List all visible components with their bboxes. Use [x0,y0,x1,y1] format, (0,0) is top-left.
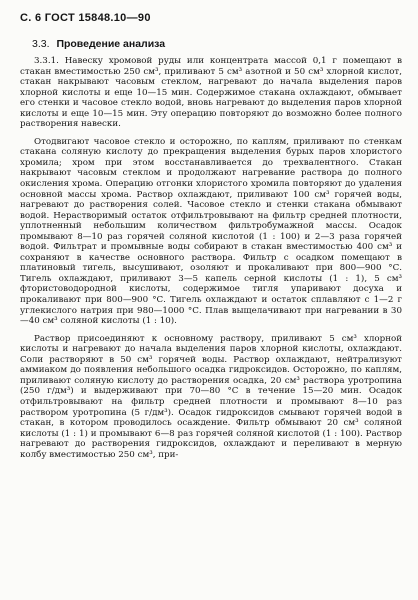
section-title: Проведение анализа [56,38,166,50]
page-header: С. 6 ГОСТ 15848.10—90 [20,12,151,24]
paragraph-chromyl-removal: Отодвигают часовое стекло и осторожно, по каплям, приливают по стенкам стакана соляную кислоту до прекращения выделения бурых паров хлористого хромила; хром при этом восстанавливается до трехвалентного. Стакан накрывают часовым стеклом и продолжают нагревание раствора до полного окисления хрома. Операцию отгонки хлористого хромила повторяют до удаления основной массы хрома. Раствор охлаждают, приливают 100 см³ горячей воды, нагревают до растворения солей. Часовое стекло и стенки стакана обмывают водой. Нерастворимый остаток отфильтровывают на фильтр средней плотности, уплотненный небольшим количеством фильтробумажной массы. Осадок промывают 8—10 раз горячей соляной кислотой (1 : 100) и 2—3 раза горячей водой. Фильтрат и промывные воды собирают в стакан вместимостью 400 см³ и сохраняют в качестве основного раствора. Фильтр с осадком помещают в платиновый тигель, высушивают, озоляют и прокаливают при 800—900 °С. Тигель охлаждают, приливают 3—5 капель серной кислоты (1 : 1), 5 см³ фтористоводородной кислоты, содержимое тигля упаривают досуха и прокаливают при 800—900 °С. Тигель охлаждают и остаток сплавляют с 1—2 г углекислого натрия при 980—1000 °С. Плав выщелачивают при нагревании в 30—40 см³ соляной кислоты (1 : 10). [20,136,402,327]
section-number: 3.3. [32,38,50,50]
paragraph-hydroxide-precipitation: Раствор присоединяют к основному раствору, приливают 5 см³ хлорной кислоты и нагревают до начала выделения паров хлорной кислоты, охлаждают. Соли растворяют в 50 см³ горячей воды. Раствор охлаждают, нейтрализуют аммиаком до появления небольшого осадка гидроксидов. Осторожно, по каплям, приливают соляную кислоту до растворения осадка, 20 см³ раствора уротропина (250 г/дм³) и выдерживают при 70—80 °С в течение 15—20 мин. Осадок отфильтровывают на фильтр средней плотности и промывают 8—10 раз раствором уротропина (5 г/дм³). Осадок гидроксидов смывают горячей водой в стакан, в котором проводилось осаждение. Фильтр обмывают 20 см³ соляной кислоты (1 : 1) и промывают 6—8 раз горячей соляной кислотой (1 : 100). Раствор нагревают до растворения гидроксидов, охлаждают и переливают в мерную колбу вместимостью 250 см³, при- [20,333,402,460]
paragraph-3-3-1: 3.3.1. Навеску хромовой руды или концентрата массой 0,1 г помещают в стакан вместимостью 250 см³, приливают 5 см³ азотной и 50 см³ хлорной кислот, стакан накрывают часовым стеклом, нагревают до начала выделения паров хлорной кислоты и еще 10—15 мин. Содержимое стакана охлаждают, обмывает его стенки и часовое стекло водой, вновь нагревают до выделения паров хлорной кислоты и еще 10—15 мин. Эту операцию повторяют до возможно более полного растворения навески. [20,56,402,130]
section-heading [32,38,402,50]
